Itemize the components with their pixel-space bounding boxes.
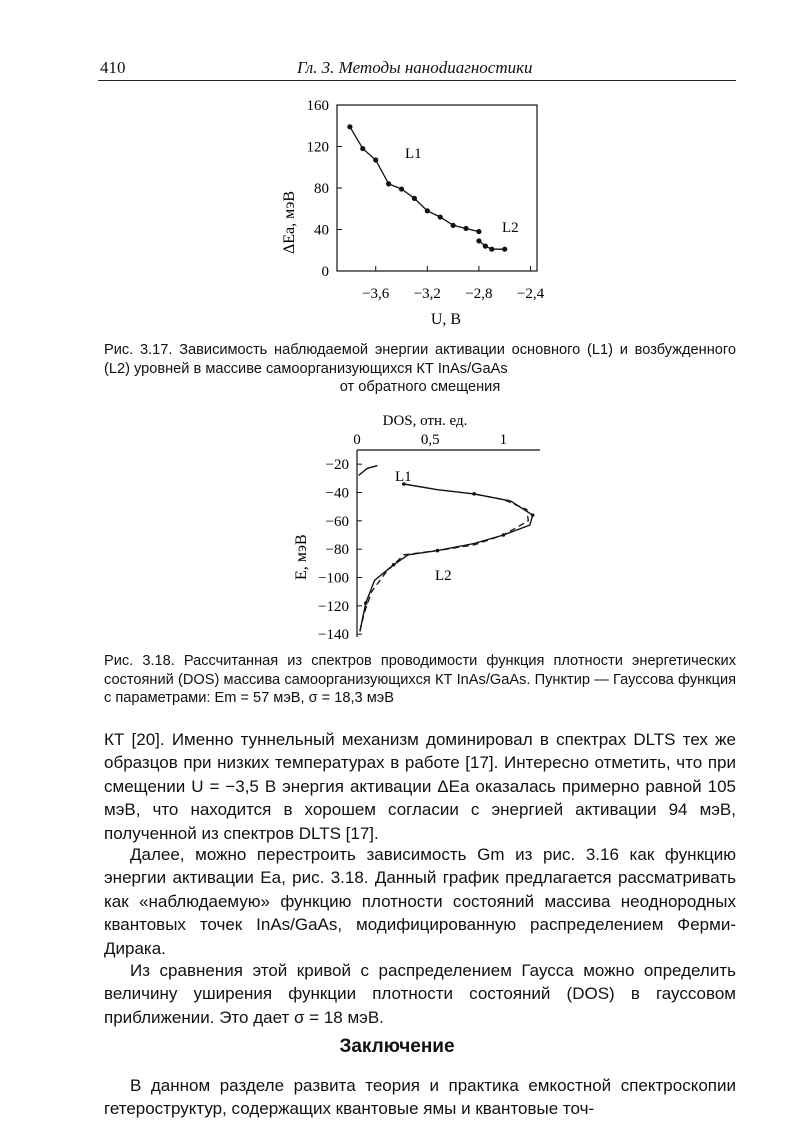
fig1-label-L2: L2 (502, 220, 519, 236)
fig2-label-L1: L1 (395, 469, 412, 485)
fig1-point-L2 (483, 244, 488, 249)
fig1-point-L2 (476, 238, 481, 243)
fig2-dos-point (531, 513, 535, 517)
caption-317-last-line: от обратного смещения (339, 379, 501, 395)
fig1-point-L1 (451, 223, 456, 228)
page-number: 410 (100, 58, 126, 77)
running-title: Гл. 3. Методы наноdиагностики (297, 58, 533, 77)
fig1-xtick-label: −3,6 (362, 286, 390, 302)
fig2-gauss-curve (360, 494, 528, 631)
fig2-dos-point (392, 563, 396, 567)
fig2-ylabel: E, мэВ (293, 534, 310, 580)
fig2-ytick-label: −20 (325, 457, 349, 474)
body-paragraph-1: КТ [20]. Именно туннельный механизм доминировал в спектрах DLTS тех же образцов при низких температурах в работе [17]. Интересно отметить, что при смещении U = −3,5 В энергия активации ΔEa оказалась примерно равной 105 мэВ, что находится в хорошем согласии с энергией активации 94 мэВ, полученной из спектров DLTS [17]. (104, 730, 736, 843)
fig2-dos-point (502, 533, 506, 537)
fig2-ytick-label: −60 (325, 513, 349, 530)
fig2-ytick-label: −40 (325, 485, 349, 502)
fig2-ytick-label: −80 (325, 542, 349, 559)
fig1-point-L1 (399, 186, 404, 191)
fig2-label-L2: L2 (435, 568, 452, 584)
fig2-dos-curve (360, 484, 533, 631)
fig2-xtick-label: 1 (499, 432, 508, 448)
fig1-point-L1 (412, 196, 417, 201)
fig1-ytick-label: 40 (314, 222, 329, 239)
fig1-ytick-label: 160 (306, 98, 329, 114)
fig1-point-L2 (489, 247, 494, 252)
figure-3-17 (270, 92, 600, 332)
fig2-xlabel: DOS, отн. ед. (382, 413, 468, 429)
fig1-xlabel: U, В (430, 311, 462, 328)
fig2-ytick-label: −100 (318, 570, 349, 587)
fig2-dos-point (436, 549, 440, 553)
fig1-ytick-label: 120 (306, 139, 329, 156)
body-paragraph-3: Из сравнения этой кривой с распределением Гаусса можно определить величину уширения функции плотности состояний (DOS) в гауссовом приближении. Это дает σ = 18 мэВ. (104, 961, 736, 1027)
fig2-dos-point (472, 492, 476, 496)
fig1-point-L2 (502, 247, 507, 252)
fig2-ytick-label: −140 (318, 627, 349, 644)
fig1-point-L1 (386, 181, 391, 186)
fig1-point-L1 (438, 214, 443, 219)
fig1-point-L1 (360, 146, 365, 151)
figure-3-18 (270, 405, 560, 645)
fig2-xtick-label: 0,5 (420, 432, 440, 448)
fig2-xtick-label: 0 (353, 432, 361, 448)
body-paragraph-4: В данном разделе развита теория и практика емкостной спектроскопии гетероструктур, содержащих квантовые ямы и квантовые точ- (104, 1076, 736, 1119)
figure-caption-3-18: Рис. 3.18. Рассчитанная из спектров проводимости функция плотности энергетических состояний (DOS) массива самоорганизующихся КТ InAs/GaAs. Пунктир — Гауссова функция с параметрами: Em = 57 мэВ, σ = 18,3 мэВ (104, 653, 736, 706)
fig1-xtick-label: −2,4 (516, 286, 545, 302)
caption-317-text: Рис. 3.17. Зависимость наблюдаемой энергии активации основного (L1) и возбужденного (L2) уровней в массиве самоорганизующихся КТ InAs/GaAs (104, 342, 736, 377)
fig2-L1-curve (359, 466, 378, 476)
section-title: Заключение (339, 1036, 455, 1057)
fig1-xtick-label: −2,8 (465, 286, 493, 302)
fig1-point-L1 (463, 226, 468, 231)
fig1-point-L1 (347, 124, 352, 129)
fig2-ytick-label: −120 (318, 598, 349, 615)
fig1-plot-frame (337, 105, 537, 271)
fig1-xtick-label: −3,2 (413, 286, 441, 302)
fig1-point-L1 (425, 208, 430, 213)
fig2-dos-point (364, 601, 368, 605)
header-rule (98, 80, 736, 81)
fig1-series-L1-line (350, 127, 479, 232)
body-paragraph-2: Далее, можно перестроить зависимость Gm из рис. 3.16 как функцию энергии активации Ea, рис. 3.18. Данный график предлагается рассматривать как «наблюдаемую» функцию плотности состояний массива неоднородных квантовых точек InAs/GaAs, модифицированную распределением Ферми-Дирака. (104, 845, 736, 958)
figure-caption-3-17 (104, 341, 736, 397)
fig1-point-L1 (476, 229, 481, 234)
fig1-ytick-label: 80 (314, 181, 329, 197)
fig1-ylabel: ΔEa, мэВ (281, 190, 298, 254)
fig1-label-L1: L1 (405, 146, 422, 162)
fig1-ytick-label: 0 (321, 264, 329, 280)
fig1-point-L1 (373, 157, 378, 162)
